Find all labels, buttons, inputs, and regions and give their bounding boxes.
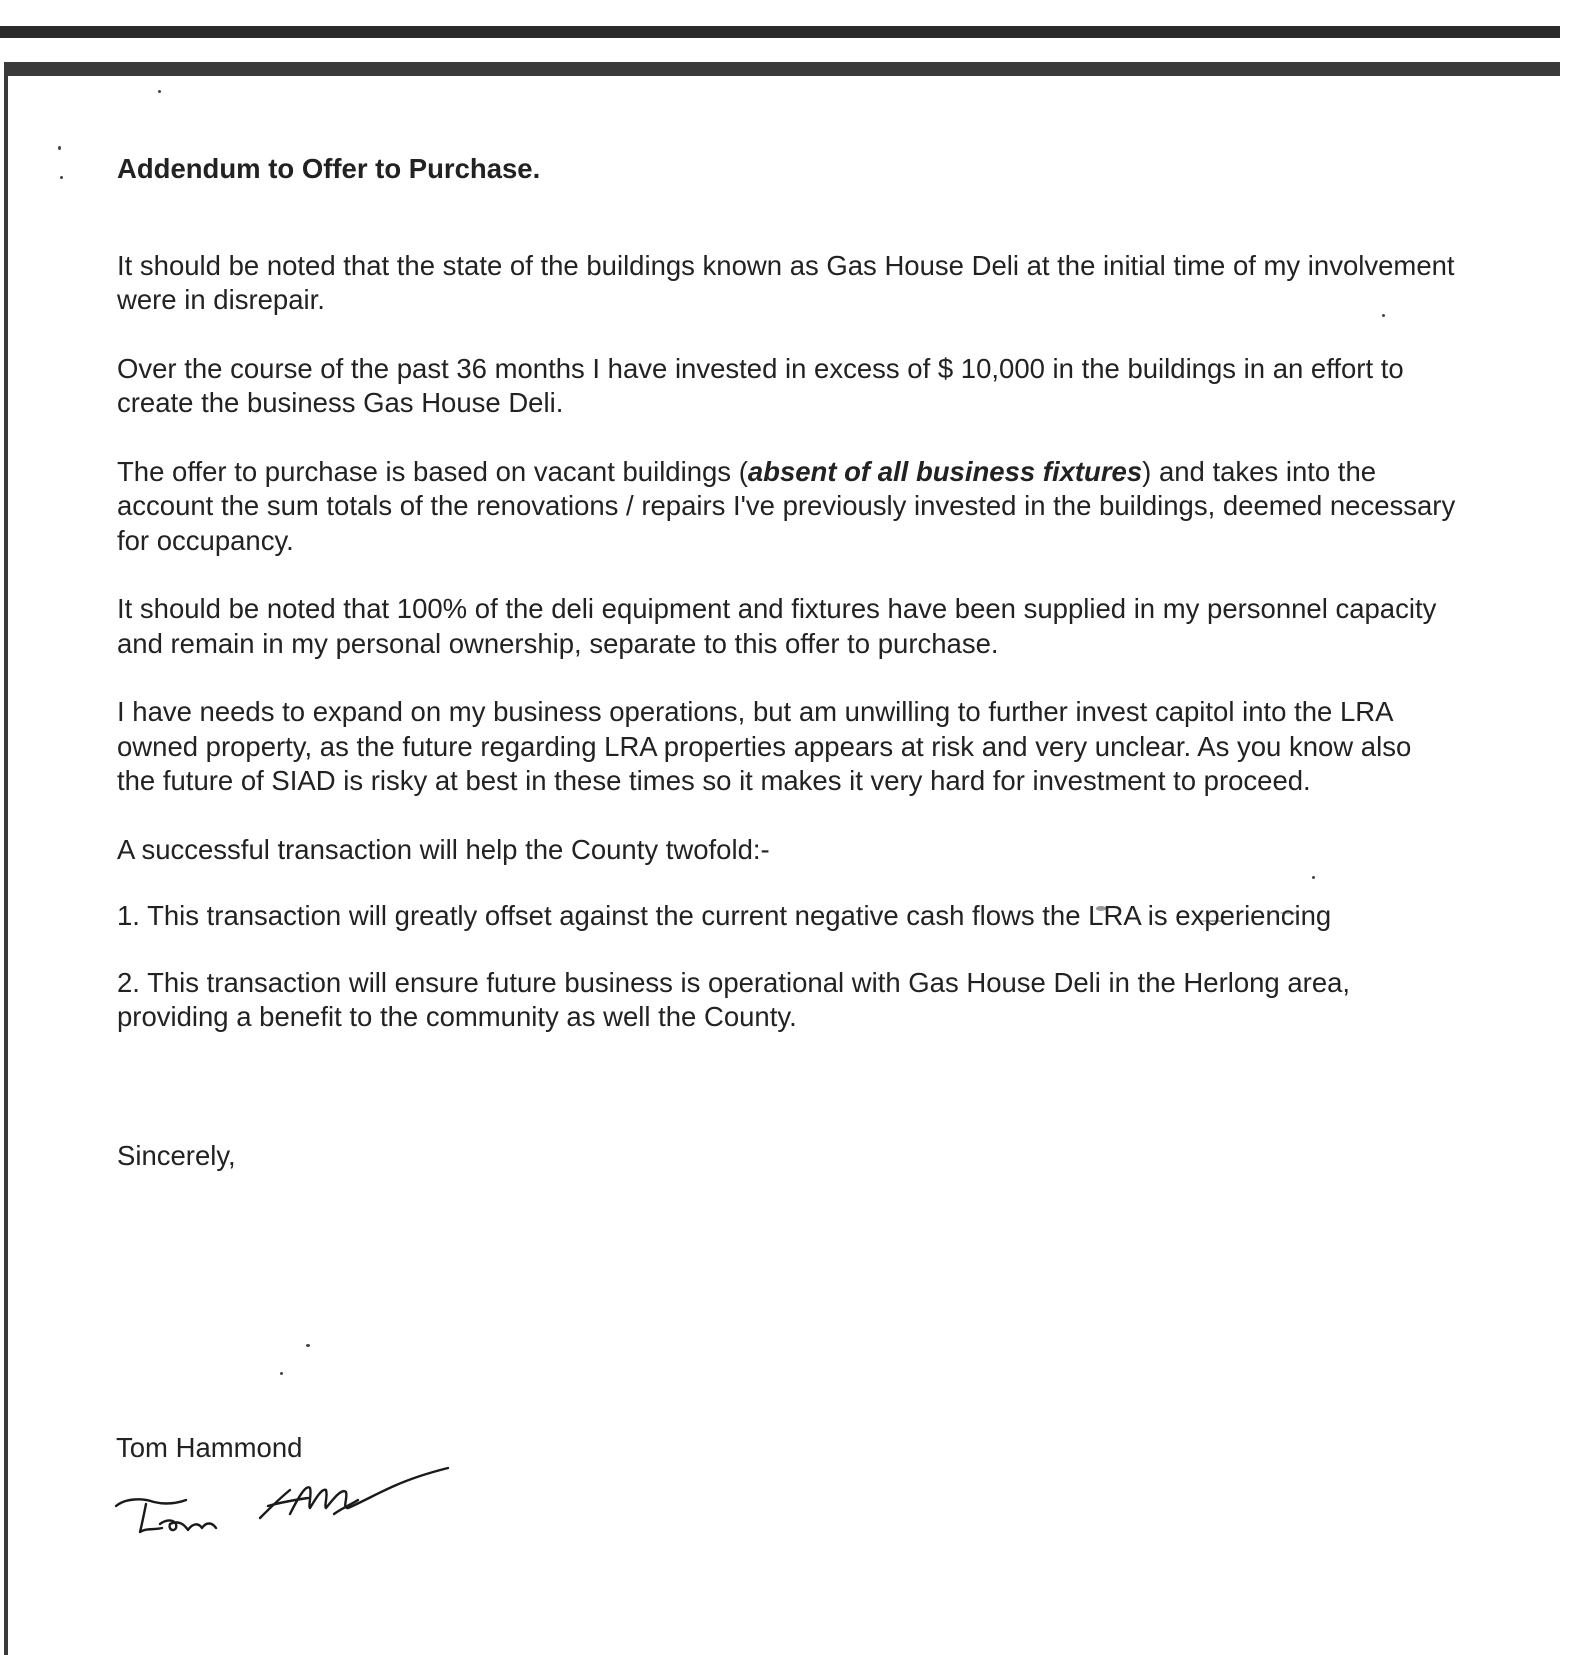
scan-speck (306, 1344, 310, 1347)
paragraph-equipment-ownership: It should be noted that 100% of the deli equipment and fixtures have been supplied in my personnel capacity and remain in my personal ownership, separate to this offer to purchase. (117, 593, 1437, 659)
scan-speck (158, 90, 161, 93)
document-heading: Addendum to Offer to Purchase. (117, 153, 541, 184)
list-item-future-business: 2. This transaction will ensure future business is operational with Gas House Deli in the Herlong area, providing a benefit to the community as well the County. (117, 966, 1351, 1032)
paragraph-offer-basis (117, 455, 1457, 559)
paragraph-expansion-needs: I have needs to expand on my business operations, but am unwilling to further invest capitol into the LRA owned property, as the future regarding LRA properties appears at risk and very unclear. As you know also the future of SIAD is risky at best in these times so it makes it very hard for investment to proceed. (117, 696, 1412, 796)
frame-top-border (4, 62, 1560, 76)
offer-basis-text-start: The offer to purchase is based on vacant buildings ( (117, 455, 748, 487)
frame-left-border (4, 62, 8, 1655)
offer-basis-text-end: ) and takes into the account the sum totals of the renovations / repairs I've previously invested in the buildings, deemed necessary for occupancy. (117, 455, 1456, 556)
paragraph-benefit-intro: A successful transaction will help the County twofold:- (117, 833, 770, 865)
scan-speck (280, 1372, 283, 1375)
closing-salutation: Sincerely, (117, 1139, 236, 1171)
signer-name: Tom Hammond (116, 1432, 303, 1463)
scan-speck (58, 146, 61, 150)
paragraph-building-state: It should be noted that the state of the buildings known as Gas House Deli at the initial time of my involvement were in disrepair. (117, 249, 1455, 315)
paragraph-investment: Over the course of the past 36 months I have invested in excess of $ 10,000 in the buildings in an effort to create the business Gas House Deli. (117, 352, 1404, 418)
list-item-cash-flow: 1. This transaction will greatly offset against the current negative cash flows the LRA is experiencing (117, 900, 1332, 931)
offer-basis-emphasis: absent of all business fixtures (747, 455, 1143, 487)
top-rule (0, 26, 1560, 38)
handwritten-signature (112, 1458, 462, 1538)
letter-body (117, 152, 1457, 1173)
scan-speck (60, 176, 63, 179)
